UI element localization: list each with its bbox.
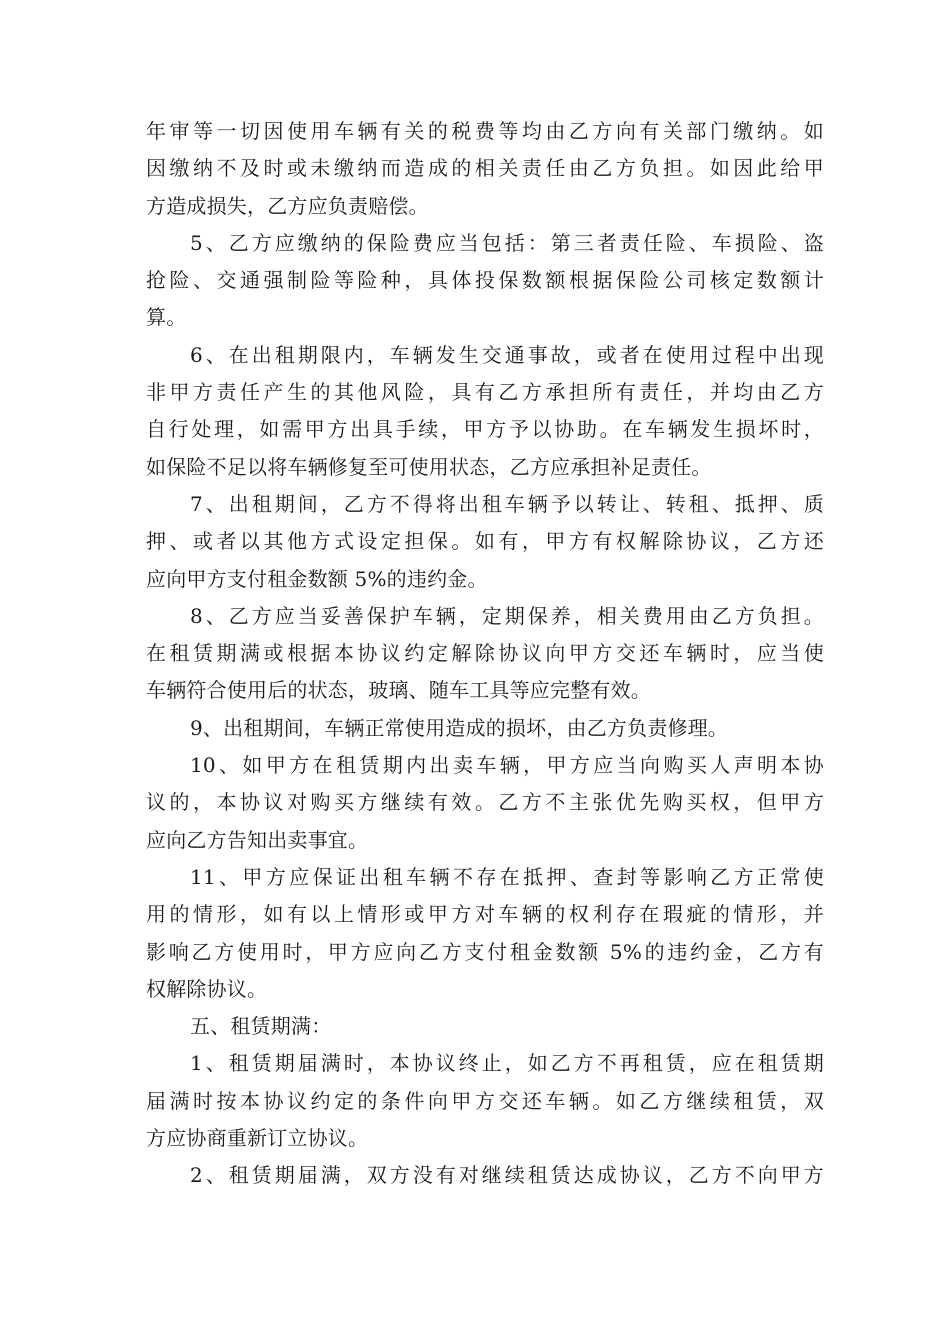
text-line: 议的，本协议对购买方继续有效。乙方不主张优先购买权，但甲方 xyxy=(146,790,824,815)
text-line: 五、租赁期满： xyxy=(190,1014,332,1039)
text-line: 年审等一切因使用车辆有关的税费等均由乙方向有关部门缴纳。如 xyxy=(146,119,824,143)
text-line: 届满时按本协议约定的条件向甲方交还车辆。如乙方继续租赁，双 xyxy=(146,1088,824,1113)
document-body xyxy=(146,113,824,1195)
text-line: 抢险、交通强制险等险种，具体投保数额根据保险公司核定数额计 xyxy=(146,268,824,293)
text-line: 6、在出租期限内，车辆发生交通事故，或者在使用过程中出现 xyxy=(190,342,824,367)
text-line: 车辆符合使用后的状态，玻璃、随车工具等应完整有效。 xyxy=(146,678,651,703)
text-line: 2、租赁期届满，双方没有对继续租赁达成协议，乙方不向甲方 xyxy=(190,1163,824,1188)
text-line: 非甲方责任产生的其他风险，具有乙方承担所有责任，并均由乙方 xyxy=(146,380,824,405)
text-line: 8、乙方应当妥善保护车辆，定期保养，相关费用由乙方负担。 xyxy=(190,603,824,628)
text-line: 如保险不足以将车辆修复至可使用状态，乙方应承担补足责任。 xyxy=(146,454,712,479)
text-line: 应向乙方告知出卖事宜。 xyxy=(146,827,369,852)
text-line: 方应协商重新订立协议。 xyxy=(146,1126,369,1151)
text-line: 在租赁期满或根据本协议约定解除协议向甲方交还车辆时，应当使 xyxy=(146,641,824,666)
text-line: 应向甲方支付租金数额 5%的违约金。 xyxy=(146,566,488,591)
text-line: 11、甲方应保证出租车辆不存在抵押、查封等影响乙方正常使 xyxy=(190,864,824,889)
text-line: 自行处理，如需甲方出具手续，甲方予以协助。在车辆发生损坏时， xyxy=(146,417,824,442)
text-line: 10、如甲方在租赁期内出卖车辆，甲方应当向购买人声明本协 xyxy=(190,753,824,778)
text-line: 用的情形，如有以上情形或甲方对车辆的权利存在瑕疵的情形，并 xyxy=(146,902,824,927)
text-line: 算。 xyxy=(146,305,187,330)
text-line: 7、出租期间，乙方不得将出租车辆予以转让、转租、抵押、质 xyxy=(190,491,824,516)
text-line: 因缴纳不及时或未缴纳而造成的相关责任由乙方负担。如因此给甲 xyxy=(146,156,824,181)
text-line: 押、或者以其他方式设定担保。如有，甲方有权解除协议，乙方还 xyxy=(146,529,824,554)
text-line: 影响乙方使用时，甲方应向乙方支付租金数额 5%的违约金，乙方有 xyxy=(146,939,824,964)
text-line: 5、乙方应缴纳的保险费应当包括：第三者责任险、车损险、盗 xyxy=(190,230,824,255)
text-line: 1、租赁期届满时，本协议终止，如乙方不再租赁，应在租赁期 xyxy=(190,1051,824,1076)
text-line: 9、出租期间，车辆正常使用造成的损坏，由乙方负责修理。 xyxy=(190,715,729,740)
text-line: 权解除协议。 xyxy=(146,976,268,1001)
text-line: 方造成损失，乙方应负责赔偿。 xyxy=(146,193,429,218)
